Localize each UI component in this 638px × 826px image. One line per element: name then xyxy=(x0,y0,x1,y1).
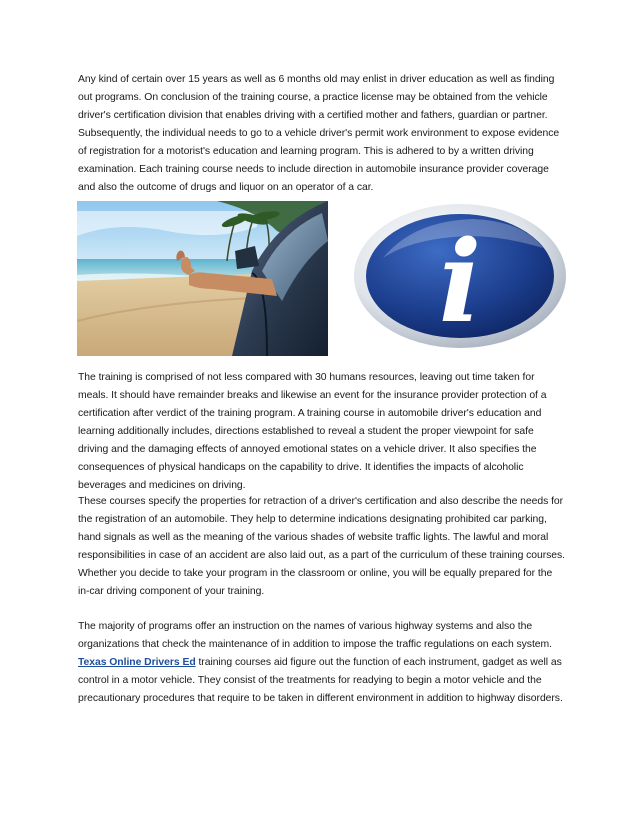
paragraph-text-before-link: The majority of programs offer an instruction on the names of various highway systems and also the organizations that check the maintenance of in addition to impose the traffic regulations on each system. xyxy=(78,621,552,650)
paragraph-training-hours: The training is comprised of not less compared with 30 humans resources, leaving out time taken for meals. It should have remainder breaks and likewise an event for the insurance provider protection of a certification after verdict of the training program. A training course in automobile driver's education and learning additionally includes, directions established to reveal a student the proper viewpoint for safe driving and the damaging effects of annoyed emotional states on a vehicle driver. It also specifies the consequences of physical handicaps on the capability to drive. It identifies the impacts of alcoholic beverages and medicines on driving. xyxy=(78,372,547,491)
paragraph-eligibility: Any kind of certain over 15 years as well as 6 months old may enlist in driver education as well as finding out programs. On conclusion of the training course, a practice license may be obtained from the vehicle driver's certification division that enables driving with a certified mother and fathers, guardian or partner. Subsequently, the individual needs to go to a vehicle driver's permit work environment to expose evidence of registration for a motorist's education and learning program. This is adhered to by a written driving examination. Each training course needs to include direction in automobile insurance provider coverage and also the outcome of drugs and liquor on an operator of a car. xyxy=(78,74,560,193)
info-letter: i xyxy=(438,217,482,348)
texas-online-drivers-ed-link[interactable]: Texas Online Drivers Ed xyxy=(78,657,196,668)
paragraph-text-after-link: training courses aid figure out the function of each instrument, gadget as well as control in a motor vehicle. They consist of the treatments for readying to begin a motor vehicle and the precautionary procedures that require to be taken in different environment in addition to highway disorders. xyxy=(78,657,563,704)
paragraph-highway-systems xyxy=(78,618,566,708)
paragraph-course-specifications: These courses specify the properties for retraction of a driver's certification and also describe the needs for the registration of an automobile. They help to determine indications designating prohibited car parking, hand signals as well as the meaning of the various shades of website traffic lights. The lawful and moral responsibilities in case of an accident are also laid out, as a part of the curriculum of these training courses. Whether you decide to take your program in the classroom or online, you will be equally prepared for the in-car driving component of your training. xyxy=(78,496,566,597)
beach-car-thumbs-up-photo xyxy=(77,201,328,356)
info-logo xyxy=(353,203,568,349)
